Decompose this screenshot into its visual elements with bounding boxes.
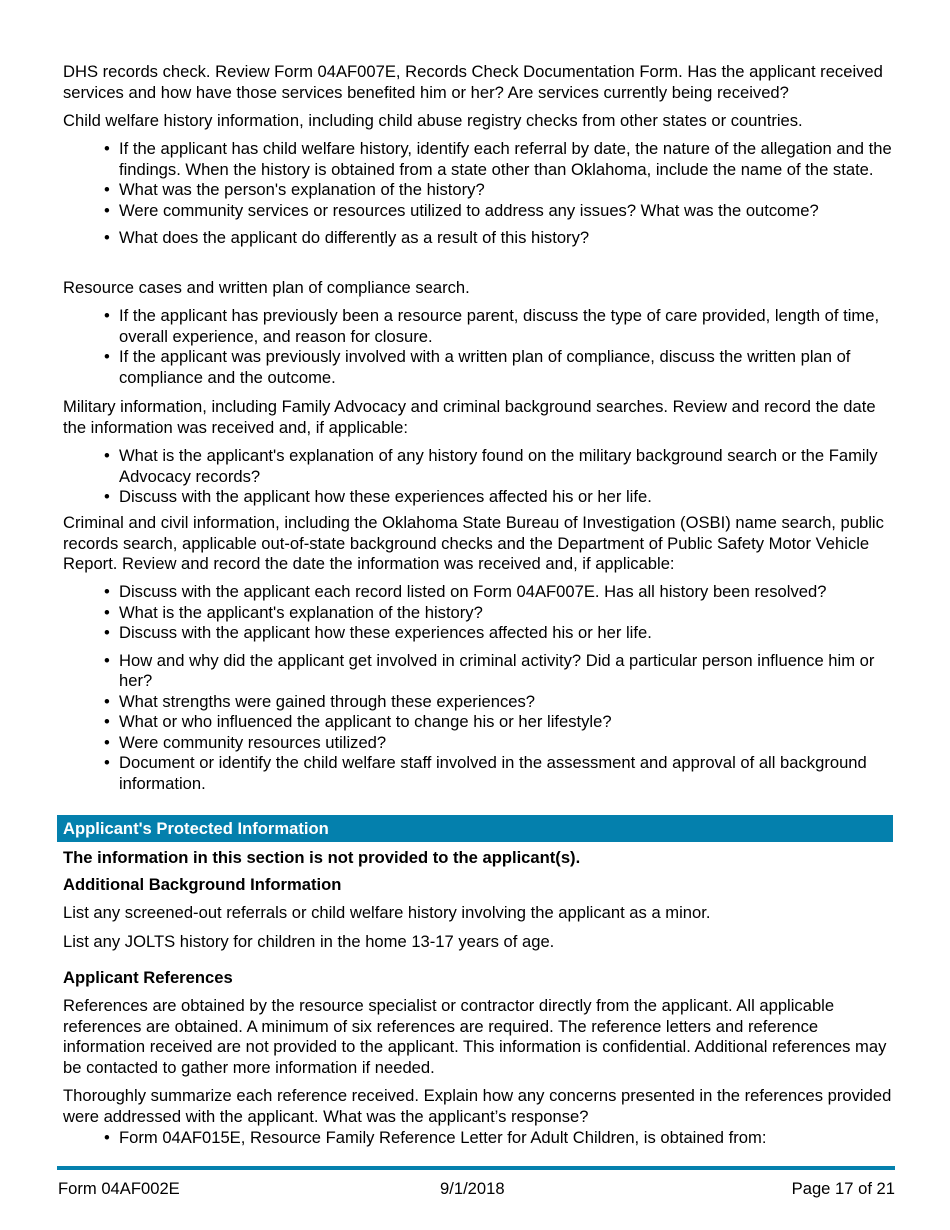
list-item: • How and why did the applicant get involved in criminal activity? Did a particular person influence him or her? [0, 651, 895, 692]
list-item: • If the applicant has previously been a resource parent, discuss the type of care provided, length of time, overall experience, and reason for closure. [0, 306, 895, 347]
footer-page-number: Page 17 of 21 [791, 1179, 895, 1198]
footer-date: 9/1/2018 [440, 1179, 505, 1198]
resource-cases-paragraph: Resource cases and written plan of compliance search. [63, 278, 470, 297]
list-item: • What is the applicant's explanation of the history? [0, 603, 895, 624]
military-paragraph: Military information, including Family Advocacy and criminal background searches. Review and record the date the information was received and, if applicable: [63, 397, 876, 437]
list-item: • Form 04AF015E, Resource Family Reference Letter for Adult Children, is obtained from: [0, 1128, 895, 1149]
list-item: • Discuss with the applicant each record listed on Form 04AF007E. Has all history been resolved? [0, 582, 895, 603]
list-item: • What strengths were gained through these experiences? [0, 692, 895, 713]
applicant-references-heading: Applicant References [63, 968, 233, 987]
list-item: • Discuss with the applicant how these experiences affected his or her life. [0, 623, 895, 644]
list-item: • Document or identify the child welfare staff involved in the assessment and approval of all background information. [0, 753, 895, 794]
list-item: • Were community resources utilized? [0, 733, 895, 754]
list-item: • What is the applicant's explanation of any history found on the military background search or the Family Advocacy records? [0, 446, 895, 487]
list-item: • Discuss with the applicant how these experiences affected his or her life. [0, 487, 895, 508]
list-item: • If the applicant was previously involved with a written plan of compliance, discuss the written plan of compliance and the outcome. [0, 347, 895, 388]
dhs-records-paragraph: DHS records check. Review Form 04AF007E, Records Check Documentation Form. Has the applicant received services and how have those services benefited him or her? Are services currently being received? [63, 62, 883, 102]
screened-out-paragraph: List any screened-out referrals or child welfare history involving the applicant as a minor. [63, 903, 711, 922]
list-item: • What was the person's explanation of the history? [0, 180, 895, 201]
list-item: • Were community services or resources utilized to address any issues? What was the outcome? [0, 201, 895, 222]
footer-form-number: Form 04AF002E [58, 1179, 180, 1198]
child-welfare-list [0, 139, 895, 249]
military-list [0, 446, 895, 508]
reference-list [0, 1128, 895, 1149]
protected-section-header: Applicant's Protected Information [57, 815, 893, 842]
criminal-civil-list [0, 582, 895, 794]
list-item: • What does the applicant do differently as a result of this history? [0, 228, 895, 249]
list-item: • What or who influenced the applicant to change his or her lifestyle? [0, 712, 895, 733]
resource-cases-list [0, 306, 895, 388]
references-paragraph: References are obtained by the resource specialist or contractor directly from the applicant. All applicable references are obtained. A minimum of six references are required. The reference letters and reference information received are not provided to the applicant. This information is confidential. Additional references may be contacted to gather more information if needed. [63, 996, 887, 1077]
summarize-paragraph: Thoroughly summarize each reference received. Explain how any concerns presented in the references provided were addressed with the applicant. What was the applicant’s response? [63, 1086, 892, 1126]
criminal-civil-paragraph: Criminal and civil information, including the Oklahoma State Bureau of Investigation (OSBI) name search, public records search, applicable out-of-state background checks and the Department of Public Safety Motor Vehicle Report. Review and record the date the information was received and, if applicable: [63, 513, 884, 573]
additional-background-heading: Additional Background Information [63, 875, 342, 894]
protected-notice: The information in this section is not provided to the applicant(s). [63, 848, 581, 867]
child-welfare-paragraph: Child welfare history information, including child abuse registry checks from other states or countries. [63, 111, 803, 130]
jolts-paragraph: List any JOLTS history for children in the home 13-17 years of age. [63, 932, 555, 951]
list-item: • If the applicant has child welfare history, identify each referral by date, the nature of the allegation and the findings. When the history is obtained from a state other than Oklahoma, include the name of the state. [0, 139, 895, 180]
footer-divider [57, 1166, 895, 1170]
